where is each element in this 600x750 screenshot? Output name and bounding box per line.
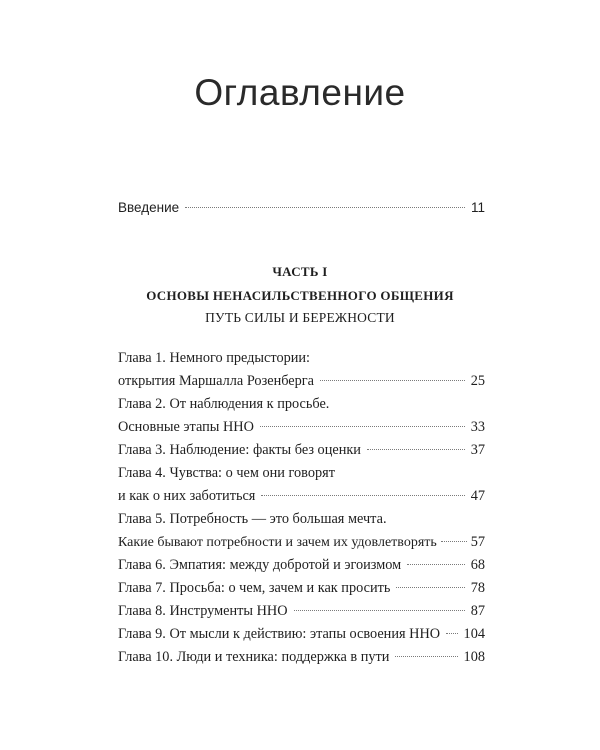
part-name: ОСНОВЫ НЕНАСИЛЬСТВЕННОГО ОБЩЕНИЯ (146, 288, 454, 303)
dot-leader (185, 207, 465, 208)
toc-entry-chapter-8 (118, 601, 485, 621)
toc-entry-label: Глава 6. Эмпатия: между добротой и эгоизмом (118, 557, 402, 573)
part-number: ЧАСТЬ I (272, 264, 328, 279)
toc-entry-chapter-6 (118, 555, 485, 575)
dot-leader (367, 449, 465, 450)
dot-leader (407, 564, 465, 565)
toc-page-number: 104 (463, 626, 485, 642)
page-title: Оглавление (194, 72, 406, 113)
dot-leader (261, 495, 464, 496)
toc-page-number: 108 (463, 649, 485, 665)
dot-leader (446, 633, 457, 634)
toc-entry-label: Глава 7. Просьба: о чем, зачем и как просить (118, 580, 391, 596)
toc-entry-line: Глава 1. Немного предыстории: (118, 350, 311, 366)
toc-entry-line: Глава 5. Потребность — это большая мечта. (118, 511, 387, 527)
toc-entry-line: Глава 2. От наблюдения к просьбе. (118, 396, 330, 412)
toc-entry-chapter-9 (118, 624, 485, 644)
toc-entry-label: Основные этапы ННО (118, 419, 254, 435)
toc-entry-chapter-4 (118, 486, 485, 506)
part-subtitle: ПУТЬ СИЛЫ И БЕРЕЖНОСТИ (205, 310, 395, 325)
toc-entry-label: Какие бывают потребности и зачем их удовлетворять (118, 535, 437, 550)
toc-page-number: 33 (470, 419, 485, 435)
toc-entry-chapter-1 (118, 371, 485, 391)
dot-leader (395, 656, 457, 657)
dot-leader (260, 426, 465, 427)
dot-leader (294, 610, 465, 611)
toc-entry-chapter-5 (118, 532, 485, 553)
dot-leader (396, 587, 464, 588)
toc-page-number: 78 (470, 580, 485, 596)
toc-page-number: 57 (470, 534, 485, 550)
toc-entry-chapter-10 (118, 647, 485, 667)
dot-leader (320, 380, 465, 381)
toc-entry-chapter-2 (118, 417, 485, 437)
toc-entry-label: открытия Маршалла Розенберга (118, 373, 315, 389)
toc-entry-label: Глава 8. Инструменты ННО (118, 603, 288, 619)
toc-page-number: 87 (470, 603, 485, 619)
toc-page-number: 37 (470, 442, 485, 458)
toc-page-number: 68 (470, 557, 485, 573)
toc-entry-chapter-7 (118, 578, 485, 598)
toc-entry-label: Введение (118, 200, 180, 215)
toc-entry-label: и как о них заботиться (118, 488, 256, 504)
toc-entry-intro (118, 198, 485, 218)
toc-entry-label: Глава 3. Наблюдение: факты без оценки (118, 442, 361, 458)
toc-page-number: 47 (470, 488, 485, 504)
toc-entry-line: Глава 4. Чувства: о чем они говорят (118, 465, 335, 481)
dot-leader (441, 541, 467, 542)
toc-entry-label: Глава 10. Люди и техника: поддержка в пути (118, 649, 390, 665)
toc-page-number: 11 (470, 200, 485, 215)
toc-entry-label: Глава 9. От мысли к действию: этапы освоения ННО (118, 626, 441, 642)
toc-entry-chapter-3 (118, 440, 485, 460)
toc-page-number: 25 (470, 373, 485, 389)
